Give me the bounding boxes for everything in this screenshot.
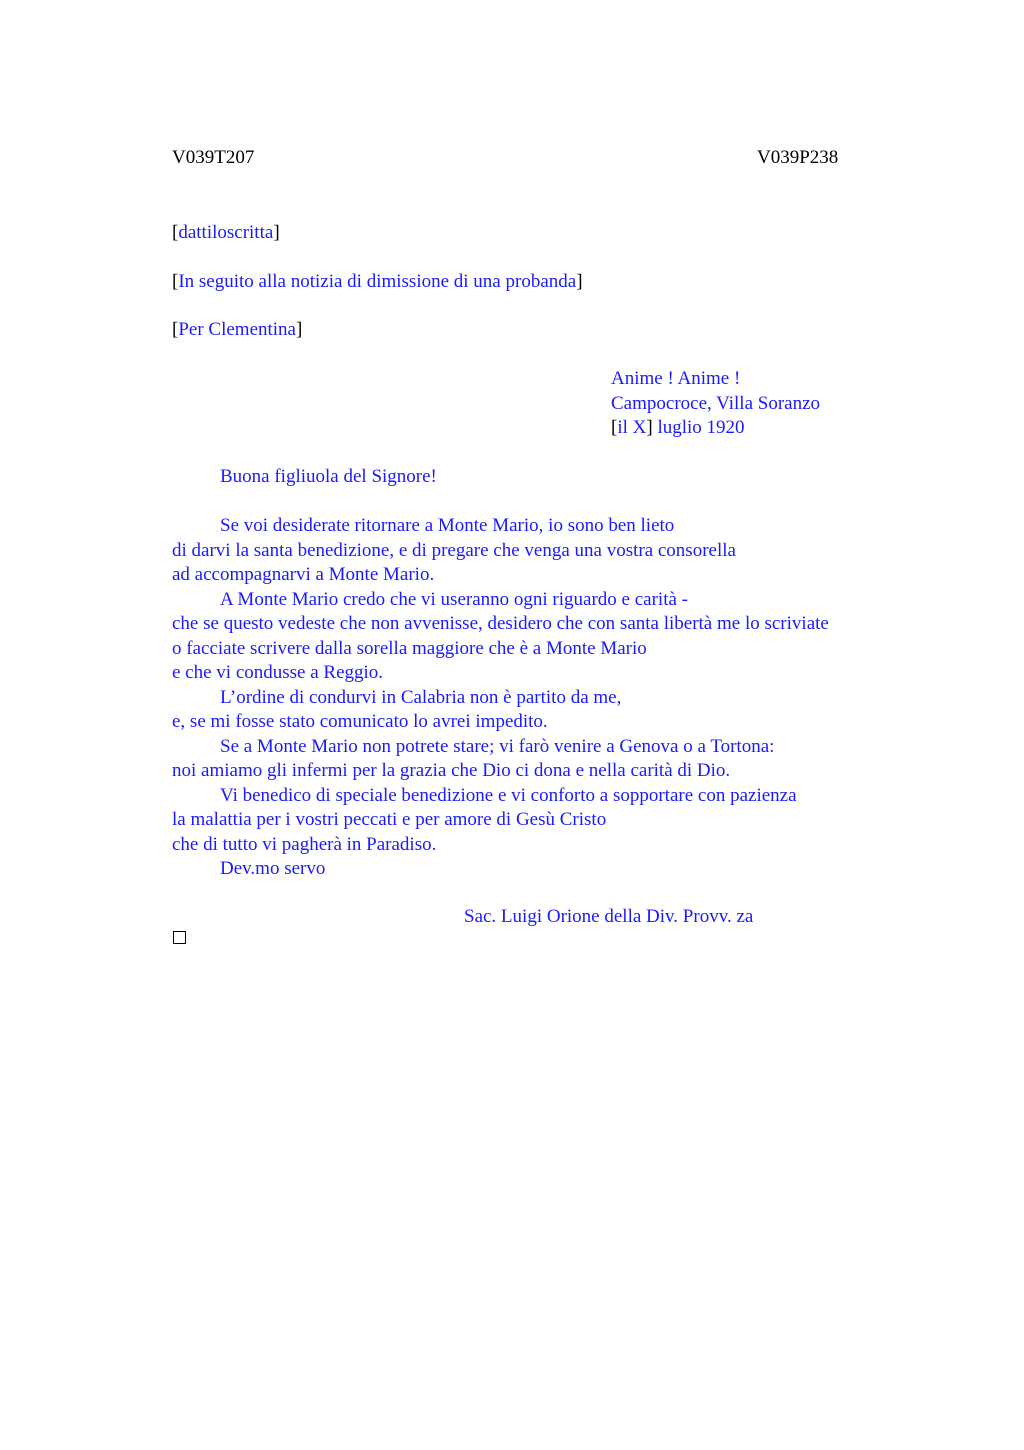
date: [il X] luglio 1920 xyxy=(611,417,745,438)
type-note: [dattiloscritta] xyxy=(172,222,280,243)
context-note: [In seguito alla notizia di dimissione di una probanda] xyxy=(172,271,583,292)
document-code-right: V039P238 xyxy=(757,147,839,168)
body-line: Vi benedico di speciale benedizione e vi conforto a sopportare con pazienza xyxy=(220,784,797,806)
place: Campocroce, Villa Soranzo xyxy=(611,392,821,414)
date-bracket-text: il X xyxy=(617,417,647,438)
body-line: la malattia per i vostri peccati e per amore di Gesù Cristo xyxy=(172,809,607,830)
body-line: che se questo vedeste che non avvenisse, desidero che con santa libertà me lo scriviate xyxy=(172,613,829,634)
body-line: di darvi la santa benedizione, e di pregare che venga una vostra consorella xyxy=(172,539,736,561)
document-code-left: V039T207 xyxy=(172,147,255,168)
type-note-text: dattiloscritta xyxy=(178,222,274,243)
body-line: A Monte Mario credo che vi useranno ogni riguardo e carità - xyxy=(220,588,688,610)
body-line: ad accompagnarvi a Monte Mario. xyxy=(172,564,435,585)
body-line: L’ordine di condurvi in Calabria non è partito da me, xyxy=(220,686,622,708)
motto: Anime ! Anime ! xyxy=(611,368,741,389)
recipient-note-text: Per Clementina xyxy=(178,319,296,340)
body-line: che di tutto vi pagherà in Paradiso. xyxy=(172,833,437,855)
salutation: Buona figliuola del Signore! xyxy=(220,466,437,487)
body-line: Se a Monte Mario non potrete stare; vi farò venire a Genova o a Tortona: xyxy=(220,735,775,757)
body-line: Se voi desiderate ritornare a Monte Mario, io sono ben lieto xyxy=(220,515,675,536)
body-line: e che vi condusse a Reggio. xyxy=(172,662,384,683)
body-line: noi amiamo gli infermi per la grazia che Dio ci dona e nella carità di Dio. xyxy=(172,760,731,781)
letter-body xyxy=(172,514,932,882)
body-line: o facciate scrivere dalla sorella maggiore che è a Monte Mario xyxy=(172,637,647,659)
context-note-text: In seguito alla notizia di dimissione di una probanda xyxy=(178,271,577,292)
signature: Sac. Luigi Orione della Div. Provv. za xyxy=(464,906,754,927)
date-rest-text: luglio 1920 xyxy=(657,417,745,438)
recipient-note: [Per Clementina] xyxy=(172,319,303,340)
dateline xyxy=(611,367,820,441)
end-mark-square xyxy=(173,931,186,944)
body-line: Dev.mo servo xyxy=(220,858,326,879)
body-line: e, se mi fosse stato comunicato lo avrei impedito. xyxy=(172,711,548,732)
